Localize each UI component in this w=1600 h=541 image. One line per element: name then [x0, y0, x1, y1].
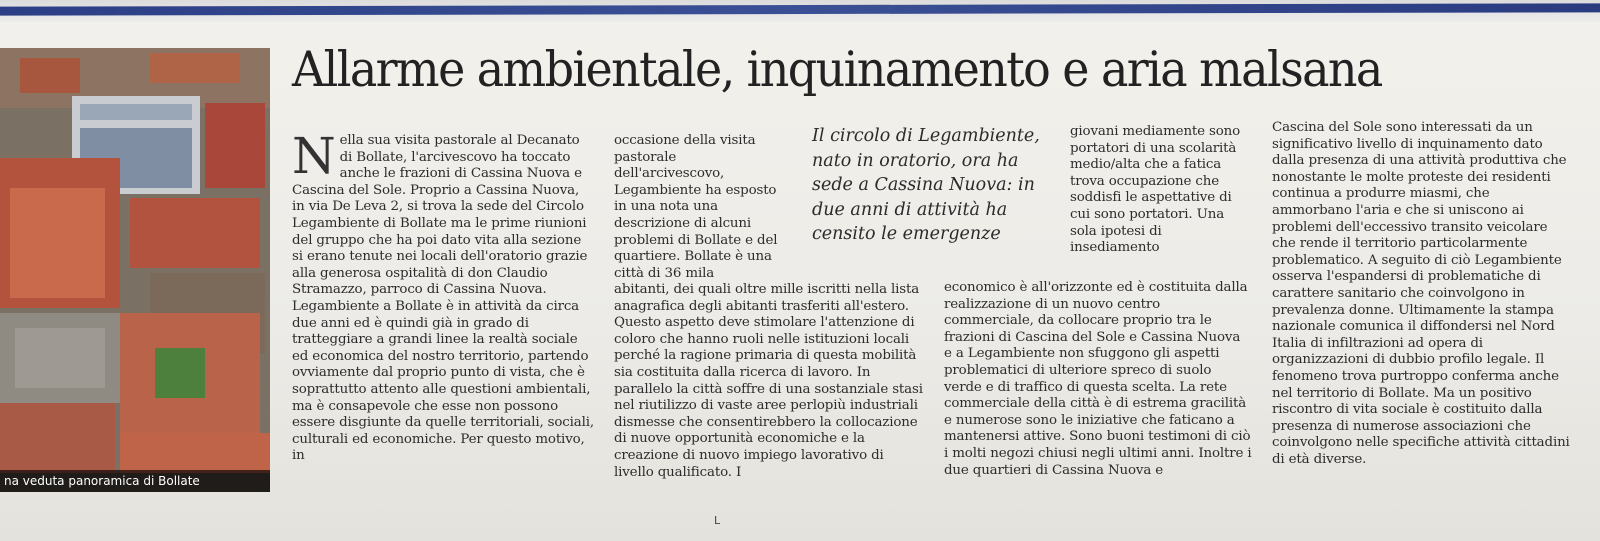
column-2-top-text: occasione della visita pastorale dell'arcivescovo, Legambiente ha esposto in una nota una descrizione di alcuni problemi di Bollate e del quartiere. Bollate è una città di 36 mila — [614, 133, 778, 281]
article-column-4 — [1272, 120, 1572, 468]
article-column-2-bottom — [614, 282, 926, 481]
photo-caption: na veduta panoramica di Bollate — [0, 470, 270, 492]
pull-quote: Il circolo di Legambiente, nato in oratorio, ora ha sede a Cassina Nuova: in due anni di attività ha censito le emergenze — [812, 126, 1040, 244]
column-3-top-text: giovani mediamente sono portatori di una scolarità medio/alta che a fatica trova occupazione che soddisfi le aspettative di cui sono portatori. Una sola ipotesi di insediamento — [1070, 124, 1241, 256]
aerial-photo — [0, 48, 270, 492]
page-mark: L — [714, 514, 721, 527]
column-2-bottom-text: abitanti, dei quali oltre mille iscritti nella lista anagrafica degli abitanti trasferiti all'estero. Questo aspetto deve stimolare l'attenzione di coloro che hanno ruoli nelle istituzioni locali perché la ragione primaria di questa mobilità sia costituita dalla ricerca di lavoro. In parallelo la città soffre di una sostanziale stasi nel riutilizzo di vaste aree perlopiù industriali dismesse che consentirebbero la collocazione di nuove opportunità economiche e la creazione di nuovo impiego lavorativo di livello qualificato. I — [614, 282, 923, 480]
article-column-3-bottom — [944, 280, 1252, 479]
column-1-paragraph — [292, 127, 595, 465]
article-column-2-top — [614, 133, 789, 282]
article-column-1 — [292, 127, 595, 465]
column-3-bottom-text: economico è all'orizzonte ed è costituita dalla realizzazione di un nuovo centro commerciale, da collocare proprio tra le frazioni di Cascina del Sole e Cassina Nuova e a Legambiente non sfuggono gli aspetti problematici di ulteriore spreco di suolo verde e di traffico di questa scelta. La rete commerciale della città è di estrema gracilità e numerose sono le iniziative che faticano a mantenersi attive. Sono buoni testimoni di ciò i molti negozi chiusi negli ultimi anni. Inoltre i due quartieri di Cassina Nuova e — [944, 280, 1252, 478]
article-headline: Allarme ambientale, inquinamento e aria malsana — [292, 40, 1382, 98]
article-column-3-top — [1070, 124, 1250, 257]
column-1-text: ella sua visita pastorale al Decanato di Bollate, l'arcivescovo ha toccato anche le frazioni di Cassina Nuova e Cascina del Sole. Proprio a Cassina Nuova, in via De Leva 2, si trova la sede del Circolo Legambiente di Bollate ma le prime riunioni del gruppo che ha poi dato vita alla sezione si erano tenute nei locali dell'oratorio grazie alla generosa ospitalità di don Claudio Stramazzo, parroco di Cassina Nuova. Legambiente a Bollate è in attività da circa due anni ed è quindi già in grado di tratteggiare a grandi linee la realtà sociale ed economica del nostro territorio, partendo ovviamente dal proprio punto di vista, che è soprattutto attento alle questioni ambientali, ma è consapevole che esse non possono essere disgiunte da quelle territoriali, sociali, culturali ed economiche. Per questo motivo, in — [292, 133, 594, 464]
column-4-text: Cascina del Sole sono interessati da un significativo livello di inquinamento dato dalla presenza di una attività produttiva che nonostante le molte proteste dei residenti continua a produrre miasmi, che ammorbano l'aria e che si uniscono ai problemi dell'eccessivo transito veicolare che rende il territorio particolarmente problematico. A seguito di ciò Legambiente osserva l'espandersi di problematiche di carattere sanitario che coinvolgono in prevalenza donne. Ultimamente la stampa nazionale comunica il diffondersi nel Nord Italia di infiltrazioni ad opera di organizzazioni di dubbio profilo legale. Il fenomeno trova purtroppo conferma anche nel territorio di Bollate. Ma un positivo riscontro di vita sociale è costituito dalla presenza di numerose associazioni che coinvolgono nelle specifiche attività cittadini di età diverse. — [1272, 120, 1570, 467]
aerial-city-illustration — [0, 48, 270, 492]
drop-cap: N — [292, 127, 336, 185]
